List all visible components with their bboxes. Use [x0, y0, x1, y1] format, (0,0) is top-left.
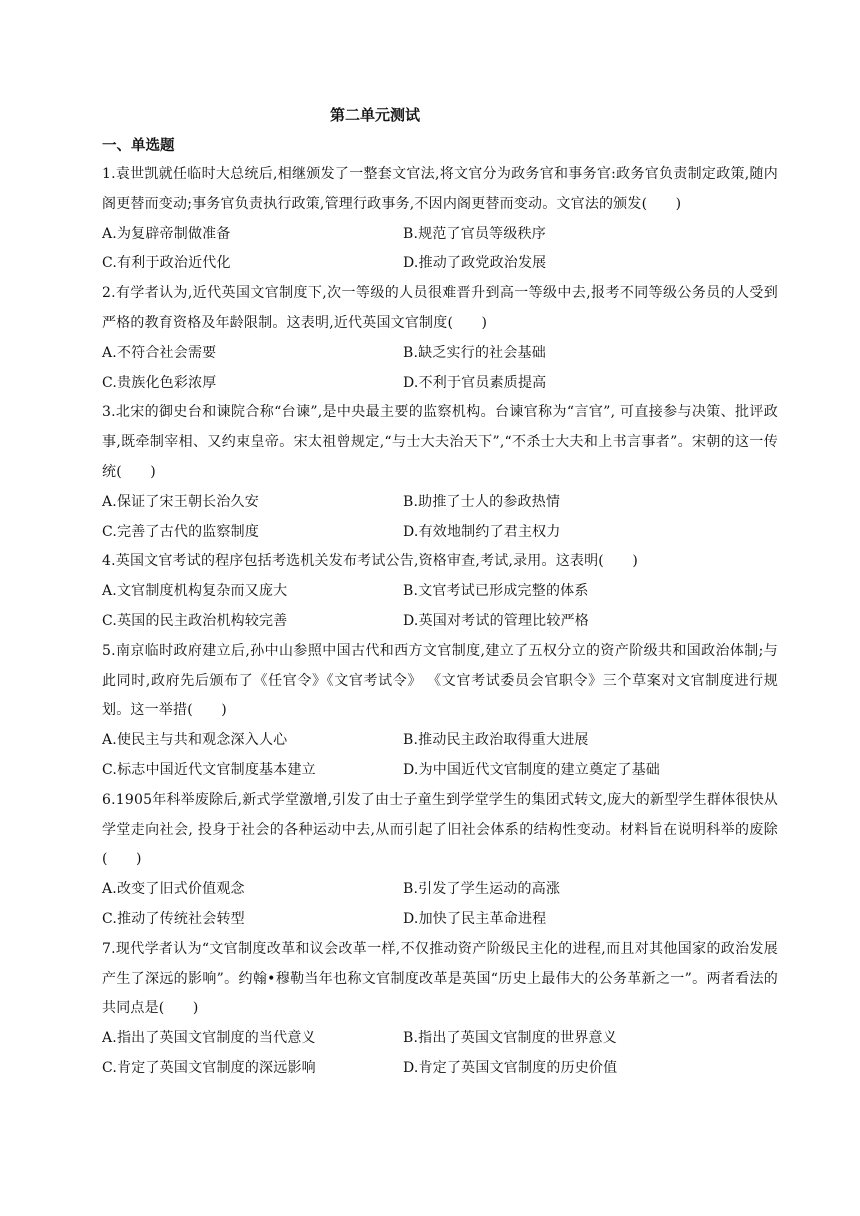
option-grid: [102, 577, 778, 637]
option-grid: [102, 339, 778, 399]
option-d: D.为中国近代文官制度的建立奠定了基础: [403, 761, 660, 778]
option-b: B.缺乏实行的社会基础: [403, 344, 546, 361]
option-b: B.文官考试已形成完整的体系: [403, 583, 589, 600]
option-grid: [102, 1024, 778, 1084]
option-b: B.推动民主政治取得重大进展: [403, 732, 589, 749]
option-a: A.指出了英国文官制度的当代意义: [102, 1030, 316, 1047]
question-stem: 2.有学者认为,近代英国文官制度下,次一等级的人员很难晋升到高一等级中去,报考不同等级公务员的人受到严格的教育资格及年龄限制。这表明,近代英国文官制度( ): [102, 285, 778, 331]
option-c: C.英国的民主政治机构较完善: [102, 612, 288, 629]
question-stem: 6.1905年科举废除后,新式学堂激增,引发了由士子童生到学堂学生的集团式转文,庞大的新型学生群体很快从学堂走向社会, 投身于社会的各种运动中去,从而引起了旧社会体系的结构性变动。材料旨在说明科举的废除( ): [102, 791, 778, 868]
option-d: D.加快了民主革命进程: [403, 910, 547, 927]
option-a: A.改变了旧式价值观念: [102, 881, 245, 898]
option-d: D.肯定了英国文官制度的历史价值: [403, 1059, 618, 1076]
option-c: C.肯定了英国文官制度的深远影响: [102, 1059, 316, 1076]
page-title: 第二单元测试: [329, 106, 420, 124]
option-d: D.不利于官员素质提高: [403, 374, 547, 391]
option-b: B.指出了英国文官制度的世界意义: [403, 1030, 617, 1047]
option-grid: [102, 488, 778, 548]
option-grid: [102, 726, 778, 786]
option-c: C.贵族化色彩浓厚: [102, 374, 217, 391]
question-stem: 5.南京临时政府建立后,孙中山参照中国古代和西方文官制度,建立了五权分立的资产阶级共和国政治体制;与此同时,政府先后颁布了《任官令》《文官考试令》 《文官考试委员会官职令》三个草案对文官制度进行规划。这一举措( ): [102, 642, 778, 719]
option-a: A.不符合社会需要: [102, 344, 217, 361]
option-b: B.引发了学生运动的高涨: [403, 881, 561, 898]
option-a: A.保证了宋王朝长治久安: [102, 493, 259, 510]
option-grid: [102, 875, 778, 935]
option-a: A.为复辟帝制做准备: [102, 225, 231, 242]
option-d: D.英国对考试的管理比较严格: [403, 612, 589, 629]
option-d: D.有效地制约了君主权力: [403, 523, 561, 540]
option-c: C.完善了古代的监察制度: [102, 523, 260, 540]
option-a: A.使民主与共和观念深入人心: [102, 732, 288, 749]
question-stem: 1.袁世凯就任临时大总统后,相继颁发了一整套文官法,将文官分为政务官和事务官:政务官负责制定政策,随内阁更替而变动;事务官负责执行政策,管理行政事务,不因内阁更替而变动。文官法的颁发( ): [102, 166, 778, 212]
option-c: C.标志中国近代文官制度基本建立: [102, 761, 316, 778]
question-stem: 3.北宋的御史台和谏院合称“台谏”,是中央最主要的监察机构。台谏官称为“言官”, 可直接参与决策、批评政事,既牵制宰相、又约束皇帝。宋太祖曾规定,“与士大夫治天下”,“不杀士大夫和上书言事者”。宋朝的这一传统( ): [102, 404, 778, 480]
question-list: [102, 160, 778, 1084]
option-c: C.有利于政治近代化: [102, 255, 231, 272]
option-c: C.推动了传统社会转型: [102, 910, 245, 927]
option-b: B.规范了官员等级秩序: [403, 225, 546, 242]
section-heading: 一、单选题: [102, 138, 175, 154]
option-grid: [102, 220, 778, 280]
option-a: A.文官制度机构复杂而又庞大: [102, 583, 288, 600]
option-b: B.助推了士人的参政热情: [403, 493, 561, 510]
question-stem: 4.英国文官考试的程序包括考选机关发布考试公告,资格审查,考试,录用。这表明( ): [102, 553, 639, 570]
question-stem: 7.现代学者认为“文官制度改革和议会改革一样,不仅推动资产阶级民主化的进程,而且对其他国家的政治发展产生了深远的影响”。约翰•穆勒当年也称文官制度改革是英国“历史上最伟大的公务革新之一”。两者看法的共同点是( ): [102, 940, 778, 1017]
option-d: D.推动了政党政治发展: [403, 255, 547, 272]
